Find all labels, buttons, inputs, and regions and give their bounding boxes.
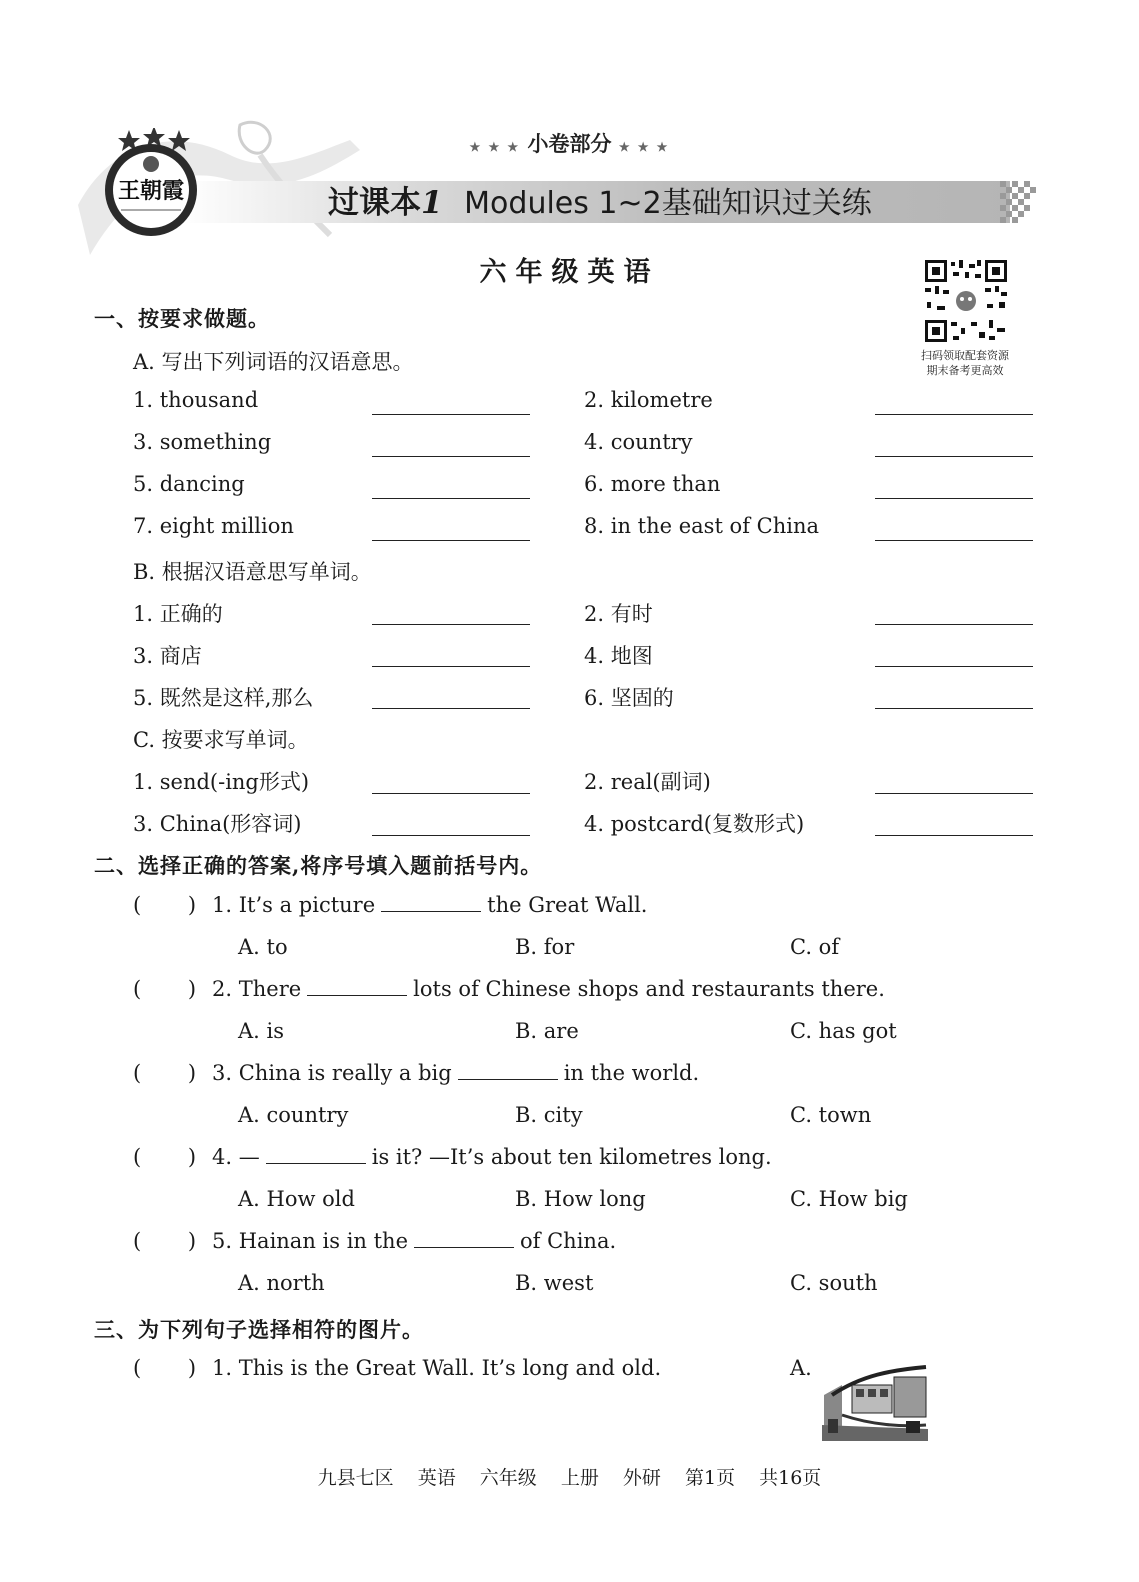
list-item: 4. 地图 (584, 644, 653, 668)
option: C. of (790, 935, 840, 959)
qr-caption (895, 348, 1035, 378)
page-footer (0, 1463, 1139, 1490)
answer-blank[interactable] (372, 624, 530, 625)
qr-code-icon (923, 258, 1009, 344)
checker-decoration (1000, 181, 1036, 223)
footer-item: 外研 (622, 1467, 661, 1489)
option: B. How long (515, 1187, 646, 1211)
subtitle: 六年级英语 (479, 257, 660, 288)
footer-item: 六年级 (479, 1467, 537, 1489)
option: A. How old (238, 1187, 355, 1211)
answer-blank[interactable] (875, 793, 1033, 794)
question-text: 5. Hainan is in the of China. (212, 1229, 617, 1253)
fill-blank[interactable] (307, 977, 407, 996)
answer-blank[interactable] (875, 414, 1033, 415)
option: B. are (515, 1019, 579, 1043)
option: C. How big (790, 1187, 908, 1211)
fill-blank[interactable] (458, 1061, 558, 1080)
list-item: 6. more than (584, 472, 721, 496)
option: C. south (790, 1271, 878, 1295)
list-item: 4. postcard(复数形式) (584, 812, 805, 836)
option: A. north (238, 1271, 325, 1295)
list-item: 3. 商店 (133, 644, 202, 668)
list-item: 1. thousand (133, 388, 259, 412)
answer-blank[interactable] (372, 666, 530, 667)
footer-item: 上册 (560, 1467, 599, 1489)
option: B. city (515, 1103, 583, 1127)
list-item: 5. dancing (133, 472, 245, 496)
part3-heading: 三、为下列句子选择相符的图片。 (94, 1317, 424, 1342)
answer-bracket[interactable]: ( ) (133, 977, 197, 1001)
list-item: 2. 有时 (584, 602, 653, 626)
part2-heading: 二、选择正确的答案,将序号填入题前括号内。 (94, 853, 543, 878)
street-scene-picture[interactable] (822, 1355, 928, 1441)
answer-bracket[interactable]: ( ) (133, 1229, 197, 1253)
list-item: 2. real(副词) (584, 770, 711, 794)
list-item: 7. eight million (133, 514, 294, 538)
answer-bracket[interactable]: ( ) (133, 1061, 197, 1085)
list-item: 5. 既然是这样,那么 (133, 686, 314, 710)
fill-blank[interactable] (381, 893, 481, 912)
option: B. for (515, 935, 575, 959)
list-item: 6. 坚固的 (584, 686, 674, 710)
answer-blank[interactable] (372, 708, 530, 709)
answer-blank[interactable] (372, 835, 530, 836)
list-item: 8. in the east of China (584, 514, 820, 538)
part1a-instruction: A. 写出下列词语的汉语意思。 (133, 350, 414, 374)
answer-bracket[interactable]: ( ) (133, 1356, 197, 1380)
list-item: 4. country (584, 430, 693, 454)
option: A. country (238, 1103, 349, 1127)
option: B. west (515, 1271, 594, 1295)
list-item: 3. something (133, 430, 272, 454)
question-text: 3. China is really a big in the world. (212, 1061, 700, 1085)
question-text: 4. — is it? —It’s about ten kilometres long. (212, 1145, 772, 1169)
option: C. town (790, 1103, 872, 1127)
answer-blank[interactable] (372, 456, 530, 457)
picture-option-label: A. (790, 1356, 812, 1380)
fill-blank[interactable] (414, 1229, 514, 1248)
answer-blank[interactable] (372, 793, 530, 794)
answer-blank[interactable] (875, 708, 1033, 709)
answer-blank[interactable] (372, 414, 530, 415)
answer-blank[interactable] (372, 540, 530, 541)
answer-blank[interactable] (875, 456, 1033, 457)
option: A. is (238, 1019, 285, 1043)
footer-item: 九县七区 (317, 1467, 394, 1489)
answer-bracket[interactable]: ( ) (133, 1145, 197, 1169)
fill-blank[interactable] (266, 1145, 366, 1164)
question-text: 2. There lots of Chinese shops and restaurants there. (212, 977, 885, 1001)
list-item: 2. kilometre (584, 388, 713, 412)
answer-blank[interactable] (875, 835, 1033, 836)
answer-bracket[interactable]: ( ) (133, 893, 197, 917)
answer-blank[interactable] (875, 624, 1033, 625)
answer-blank[interactable] (875, 498, 1033, 499)
qr-caption-line2: 期末备考更高效 (926, 364, 1004, 377)
option: C. has got (790, 1019, 897, 1043)
part1b-instruction: B. 根据汉语意思写单词。 (133, 560, 372, 584)
page-title: 过课本1 Modules 1~2基础知识过关练 (328, 185, 872, 221)
answer-blank[interactable] (372, 498, 530, 499)
section-label: ★ ★ ★ 小卷部分 ★ ★ ★ (469, 131, 670, 156)
option: A. to (238, 935, 288, 959)
footer-item: 英语 (417, 1467, 456, 1489)
publisher-logo (96, 128, 206, 238)
logo-text: 王朝霞 (117, 178, 185, 204)
list-item: 3. China(形容词) (133, 812, 302, 836)
answer-blank[interactable] (875, 666, 1033, 667)
part1c-instruction: C. 按要求写单词。 (133, 728, 309, 752)
qr-caption-line1: 扫码领取配套资源 (921, 349, 1009, 362)
list-item: 1. 正确的 (133, 602, 223, 626)
footer-item: 共16页 (759, 1467, 822, 1489)
footer-item: 第1页 (684, 1467, 736, 1489)
list-item: 1. send(-ing形式) (133, 770, 310, 794)
question-text: 1. It’s a picture the Great Wall. (212, 893, 648, 917)
part1-heading: 一、按要求做题。 (94, 306, 270, 331)
answer-blank[interactable] (875, 540, 1033, 541)
question-text: 1. This is the Great Wall. It’s long and old. (212, 1356, 662, 1380)
